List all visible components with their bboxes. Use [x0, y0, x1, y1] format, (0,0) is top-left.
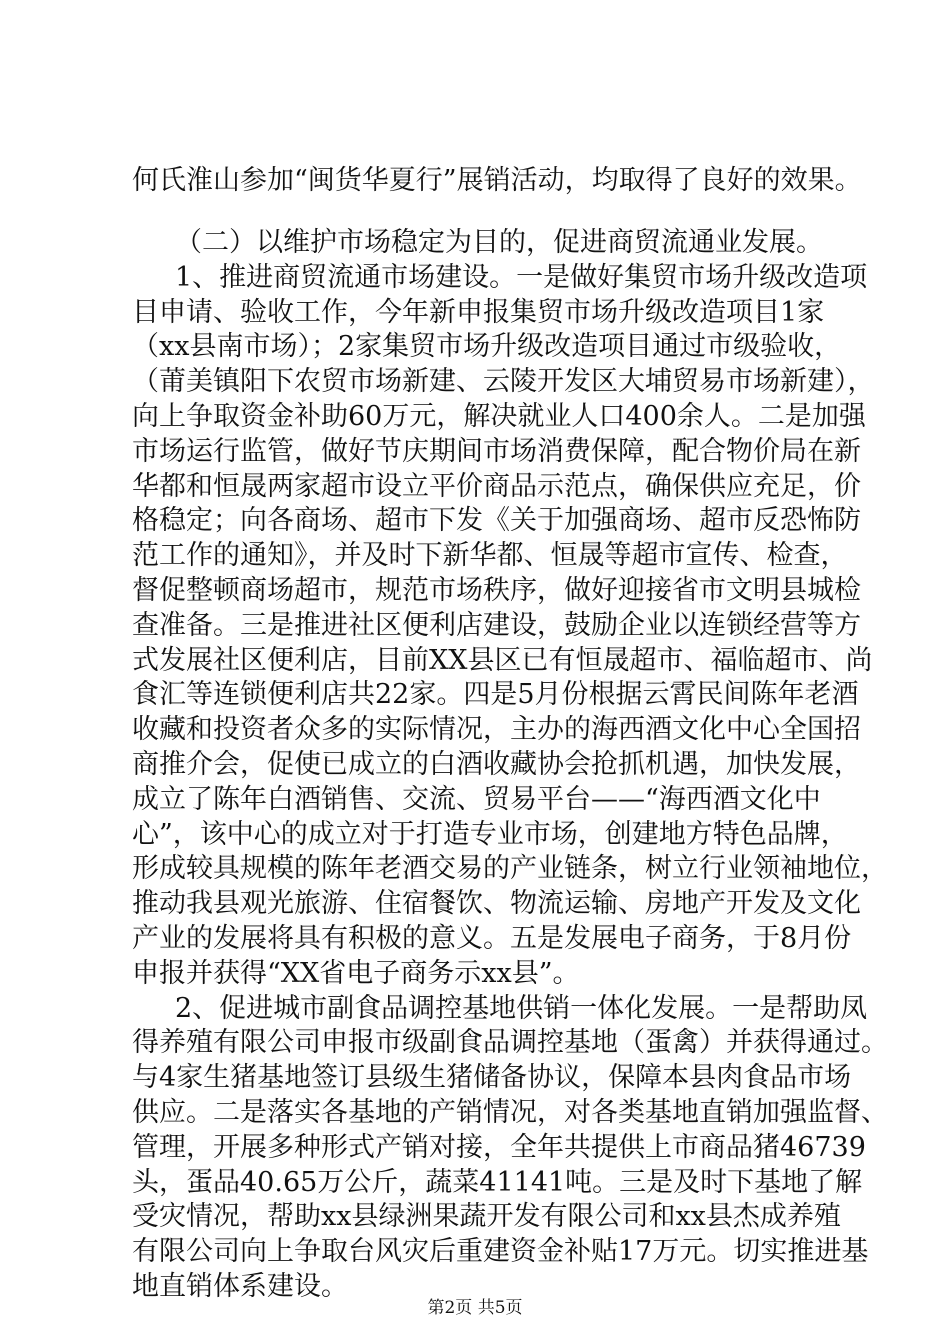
paragraph-start: 1、推进商贸流通市场建设。一是做好集贸市场升级改造项: [175, 262, 868, 293]
text-line: 格稳定；向各商场、超市下发《关于加强商场、超市反恐怖防: [132, 505, 861, 536]
text-line: 管理，开展多种形式产销对接，全年共提供上市商品猪46739: [132, 1132, 866, 1163]
text-line: 产业的发展将具有积极的意义。五是发展电子商务，于8月份: [132, 923, 852, 954]
text-line: （莆美镇阳下农贸市场新建、云陵开发区大埔贸易市场新建），: [132, 366, 875, 397]
text-line: 受灾情况，帮助xx县绿洲果蔬开发有限公司和xx县杰成养殖: [132, 1201, 841, 1232]
text-line: 供应。二是落实各基地的产销情况，对各类基地直销加强监督、: [132, 1097, 888, 1128]
text-line: 华都和恒晟两家超市设立平价商品示范点，确保供应充足，价: [132, 471, 861, 502]
text-line: 范工作的通知》，并及时下新华都、恒晟等超市宣传、检查，: [132, 540, 848, 571]
paragraph-start: 2、促进城市副食品调控基地供销一体化发展。一是帮助凤: [175, 993, 868, 1024]
text-line: 成立了陈年白酒销售、交流、贸易平台——“海西酒文化中: [132, 784, 821, 815]
text-line: 有限公司向上争取台风灾后重建资金补贴17万元。切实推进基: [132, 1236, 869, 1267]
section-heading: （二）以维护市场稳定为目的，促进商贸流通业发展。: [175, 227, 823, 258]
text-line: 督促整顿商场超市，规范市场秩序，做好迎接省市文明县城检: [132, 575, 861, 606]
text-line: 何氏淮山参加“闽货华夏行”展销活动，均取得了良好的效果。: [132, 165, 862, 196]
text-line: 式发展社区便利店，目前XX县区已有恒晟超市、福临超市、尚: [132, 645, 873, 676]
text-line: 形成较具规模的陈年老酒交易的产业链条，树立行业领袖地位，: [132, 853, 888, 884]
text-line: 头，蛋品40.65万公斤，蔬菜41141吨。三是及时下基地了解: [132, 1167, 863, 1198]
text-line: 查准备。三是推进社区便利店建设，鼓励企业以连锁经营等方: [132, 610, 861, 641]
text-line: 与4家生猪基地签订县级生猪储备协议，保障本县肉食品市场: [132, 1062, 852, 1093]
text-line: 心”，该中心的成立对于打造专业市场，创建地方特色品牌，: [132, 819, 848, 850]
text-line: 推动我县观光旅游、住宿餐饮、物流运输、房地产开发及文化: [132, 888, 861, 919]
text-line: （xx县南市场）；2家集贸市场升级改造项目通过市级验收，: [132, 331, 842, 362]
text-line: 目申请、验收工作，今年新申报集贸市场升级改造项目1家: [132, 297, 825, 328]
text-line: 食汇等连锁便利店共22家。四是5月份根据云霄民间陈年老酒: [132, 679, 859, 710]
text-line: 商推介会，促使已成立的白酒收藏协会抢抓机遇，加快发展，: [132, 749, 861, 780]
text-line: 申报并获得“XX省电子商务示xx县”。: [132, 958, 580, 989]
text-line: 向上争取资金补助60万元，解决就业人口400余人。二是加强: [132, 401, 866, 432]
text-line: 收藏和投资者众多的实际情况，主办的海西酒文化中心全国招: [132, 714, 861, 745]
text-line: 地直销体系建设。: [132, 1271, 348, 1302]
text-line: 市场运行监管，做好节庆期间市场消费保障，配合物价局在新: [132, 436, 861, 467]
page-number-footer: 第2页 共5页: [427, 1298, 523, 1318]
text-line: 得养殖有限公司申报市级副食品调控基地（蛋禽）并获得通过。: [132, 1027, 888, 1058]
